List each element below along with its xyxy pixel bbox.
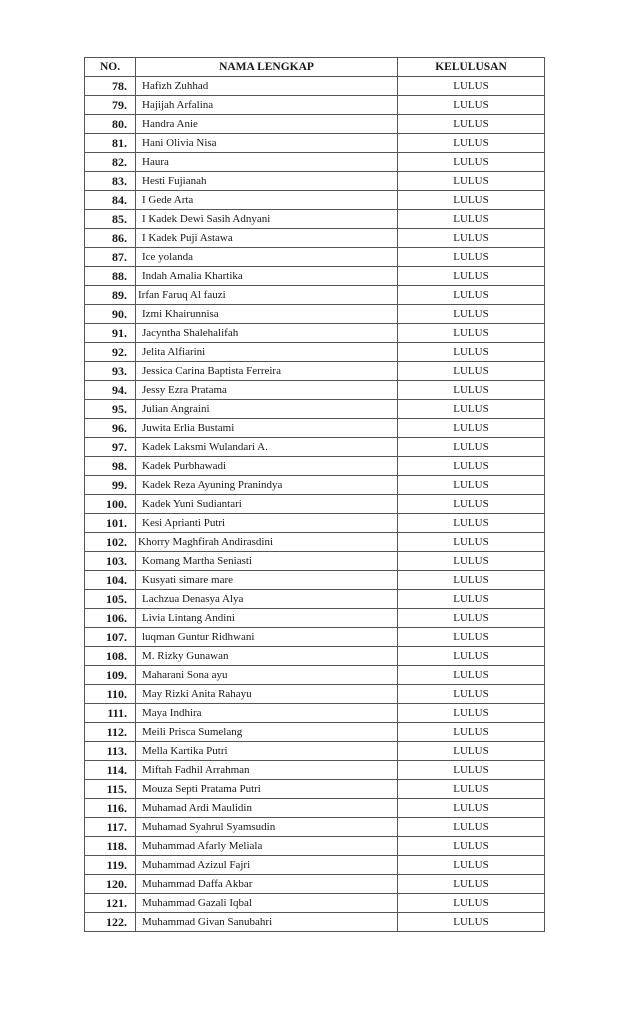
graduation-status: LULUS [398,134,545,153]
row-number: 104. [85,571,136,590]
student-name: Muhamad Ardi Maulidin [136,799,398,818]
student-name: Indah Amalia Khartika [136,267,398,286]
row-number: 113. [85,742,136,761]
graduation-status: LULUS [398,77,545,96]
graduation-status: LULUS [398,704,545,723]
row-number: 118. [85,837,136,856]
graduation-status: LULUS [398,172,545,191]
graduation-status: LULUS [398,856,545,875]
table-row [85,305,545,324]
student-name: I Gede Arta [136,191,398,210]
student-name: luqman Guntur Ridhwani [136,628,398,647]
student-name: May Rizki Anita Rahayu [136,685,398,704]
student-name: Muhammad Afarly Meliala [136,837,398,856]
graduation-status: LULUS [398,400,545,419]
graduation-status: LULUS [398,153,545,172]
student-name: I Kadek Puji Astawa [136,229,398,248]
graduation-status: LULUS [398,647,545,666]
table-row [85,647,545,666]
student-name: Mella Kartika Putri [136,742,398,761]
student-name: Irfan Faruq Al fauzi [136,286,398,305]
student-name: Hani Olivia Nisa [136,134,398,153]
student-name: Muhammad Gazali Iqbal [136,894,398,913]
row-number: 103. [85,552,136,571]
graduation-status: LULUS [398,286,545,305]
table-row [85,514,545,533]
student-name: Komang Martha Seniasti [136,552,398,571]
table-row [85,533,545,552]
table-row [85,115,545,134]
student-name: Muhamad Syahrul Syamsudin [136,818,398,837]
row-number: 102. [85,533,136,552]
table-row [85,818,545,837]
student-name: Livia Lintang Andini [136,609,398,628]
graduation-status: LULUS [398,457,545,476]
student-name: Hafizh Zuhhad [136,77,398,96]
row-number: 93. [85,362,136,381]
row-number: 111. [85,704,136,723]
row-number: 107. [85,628,136,647]
row-number: 94. [85,381,136,400]
row-number: 106. [85,609,136,628]
row-number: 97. [85,438,136,457]
row-number: 99. [85,476,136,495]
graduation-status: LULUS [398,590,545,609]
table-row [85,913,545,932]
table-row [85,96,545,115]
student-name: Handra Anie [136,115,398,134]
graduation-status: LULUS [398,913,545,932]
graduation-status: LULUS [398,742,545,761]
row-number: 117. [85,818,136,837]
table-row [85,267,545,286]
row-number: 87. [85,248,136,267]
header-name: NAMA LENGKAP [136,58,398,77]
table-row [85,894,545,913]
graduation-status: LULUS [398,533,545,552]
student-name: Kadek Purbhawadi [136,457,398,476]
graduation-status: LULUS [398,818,545,837]
row-number: 80. [85,115,136,134]
student-name: Muhammad Azizul Fajri [136,856,398,875]
header-status: KELULUSAN [398,58,545,77]
student-name: Haura [136,153,398,172]
row-number: 91. [85,324,136,343]
table-row [85,77,545,96]
table-row [85,780,545,799]
graduation-status: LULUS [398,115,545,134]
table-body [85,77,545,932]
graduation-status: LULUS [398,96,545,115]
student-name: Muhammad Daffa Akbar [136,875,398,894]
table-row [85,761,545,780]
student-name: Mouza Septi Pratama Putri [136,780,398,799]
table-row [85,476,545,495]
graduation-status: LULUS [398,875,545,894]
table-row [85,400,545,419]
row-number: 90. [85,305,136,324]
student-name: Izmi Khairunnisa [136,305,398,324]
student-name: Lachzua Denasya Alya [136,590,398,609]
graduation-status: LULUS [398,210,545,229]
row-number: 108. [85,647,136,666]
table-row [85,628,545,647]
graduation-status: LULUS [398,628,545,647]
table-row [85,609,545,628]
graduation-status: LULUS [398,723,545,742]
student-name: I Kadek Dewi Sasih Adnyani [136,210,398,229]
row-number: 122. [85,913,136,932]
graduation-status: LULUS [398,571,545,590]
student-name: Julian Angraini [136,400,398,419]
graduation-status: LULUS [398,267,545,286]
graduation-status: LULUS [398,761,545,780]
row-number: 110. [85,685,136,704]
student-name: Maya Indhira [136,704,398,723]
row-number: 96. [85,419,136,438]
table-row [85,742,545,761]
student-name: Khorry Maghfirah Andirasdini [136,533,398,552]
header-no: NO. [85,58,136,77]
graduation-status: LULUS [398,780,545,799]
graduation-status: LULUS [398,685,545,704]
table-row [85,419,545,438]
table-row [85,210,545,229]
document-page [84,57,545,932]
table-row [85,723,545,742]
row-number: 112. [85,723,136,742]
table-row [85,704,545,723]
graduation-status: LULUS [398,438,545,457]
student-name: Maharani Sona ayu [136,666,398,685]
table-row [85,343,545,362]
row-number: 88. [85,267,136,286]
row-number: 101. [85,514,136,533]
student-name: Jessica Carina Baptista Ferreira [136,362,398,381]
table-row [85,286,545,305]
row-number: 86. [85,229,136,248]
table-row [85,837,545,856]
graduation-status: LULUS [398,514,545,533]
row-number: 109. [85,666,136,685]
table-header-row [85,58,545,77]
student-name: Kadek Laksmi Wulandari A. [136,438,398,457]
table-row [85,552,545,571]
row-number: 78. [85,77,136,96]
student-name: Jacyntha Shalehalifah [136,324,398,343]
graduation-status: LULUS [398,343,545,362]
graduation-status: LULUS [398,666,545,685]
graduation-status: LULUS [398,552,545,571]
student-name: Jessy Ezra Pratama [136,381,398,400]
student-name: Kusyati simare mare [136,571,398,590]
row-number: 82. [85,153,136,172]
row-number: 116. [85,799,136,818]
table-row [85,153,545,172]
graduation-status: LULUS [398,894,545,913]
table-row [85,381,545,400]
table-row [85,571,545,590]
graduation-status: LULUS [398,419,545,438]
student-name: M. Rizky Gunawan [136,647,398,666]
student-name: Kadek Reza Ayuning Pranindya [136,476,398,495]
row-number: 89. [85,286,136,305]
row-number: 98. [85,457,136,476]
row-number: 121. [85,894,136,913]
student-name: Kadek Yuni Sudiantari [136,495,398,514]
row-number: 120. [85,875,136,894]
student-name: Kesi Aprianti Putri [136,514,398,533]
graduation-status: LULUS [398,837,545,856]
table-row [85,856,545,875]
table-row [85,172,545,191]
table-row [85,438,545,457]
row-number: 119. [85,856,136,875]
row-number: 83. [85,172,136,191]
graduation-status: LULUS [398,799,545,818]
student-name: Muhammad Givan Sanubahri [136,913,398,932]
table-row [85,134,545,153]
table-row [85,248,545,267]
row-number: 115. [85,780,136,799]
graduation-status: LULUS [398,495,545,514]
student-name: Meili Prisca Sumelang [136,723,398,742]
student-name: Juwita Erlia Bustami [136,419,398,438]
graduation-status: LULUS [398,324,545,343]
table-row [85,191,545,210]
table-row [85,685,545,704]
row-number: 100. [85,495,136,514]
graduation-status: LULUS [398,476,545,495]
graduation-status: LULUS [398,305,545,324]
graduation-table [84,57,545,932]
table-row [85,666,545,685]
graduation-status: LULUS [398,248,545,267]
row-number: 95. [85,400,136,419]
student-name: Miftah Fadhil Arrahman [136,761,398,780]
graduation-status: LULUS [398,381,545,400]
graduation-status: LULUS [398,609,545,628]
student-name: Ice yolanda [136,248,398,267]
table-row [85,324,545,343]
table-row [85,875,545,894]
graduation-status: LULUS [398,229,545,248]
student-name: Jelita Alfiarini [136,343,398,362]
table-row [85,495,545,514]
table-row [85,799,545,818]
table-row [85,590,545,609]
row-number: 84. [85,191,136,210]
table-row [85,362,545,381]
row-number: 92. [85,343,136,362]
student-name: Hajijah Arfalina [136,96,398,115]
row-number: 85. [85,210,136,229]
student-name: Hesti Fujianah [136,172,398,191]
table-row [85,457,545,476]
row-number: 81. [85,134,136,153]
row-number: 79. [85,96,136,115]
graduation-status: LULUS [398,191,545,210]
graduation-status: LULUS [398,362,545,381]
row-number: 105. [85,590,136,609]
table-row [85,229,545,248]
row-number: 114. [85,761,136,780]
